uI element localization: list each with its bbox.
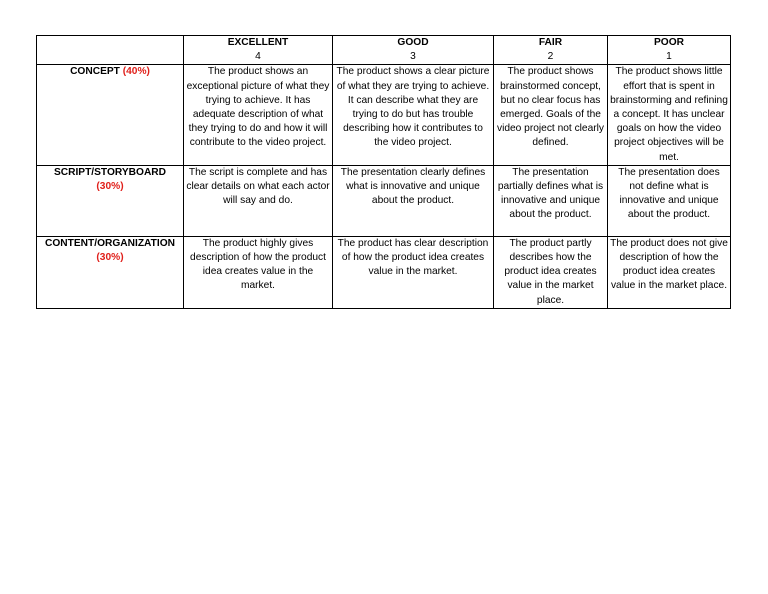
criterion-name: SCRIPT/STORYBOARD: [53, 166, 167, 178]
level-name: EXCELLENT: [227, 37, 289, 48]
description-cell: The product has clear description of how the product idea creates value in the market.: [333, 236, 494, 308]
level-score: 2: [547, 51, 554, 63]
criterion-row-content-organization: [37, 236, 731, 308]
criterion-label: [37, 65, 184, 165]
header-row: [37, 36, 731, 65]
description-cell: The product does not give description of how the product idea creates value in the market place.: [608, 236, 731, 308]
description-cell: The product shows little effort that is spent in brainstorming and refining a concept. It has unclear goals on how the video project objectives will be met.: [608, 65, 731, 165]
level-score: 3: [410, 51, 416, 63]
criterion-weight: (30%): [96, 181, 124, 193]
criterion-label: [37, 236, 184, 308]
corner-cell: [37, 36, 184, 65]
level-header-poor: [608, 36, 731, 65]
description-cell: The presentation partially defines what is innovative and unique about the product.: [494, 165, 608, 236]
description-cell: The presentation does not define what is innovative and unique about the product.: [608, 165, 731, 236]
description-cell: The product partly describes how the product idea creates value in the market place.: [494, 236, 608, 308]
rubric-table: [36, 35, 731, 309]
level-name: POOR: [653, 37, 684, 48]
level-header-excellent: [184, 36, 333, 65]
criterion-weight: (30%): [96, 252, 124, 264]
level-header-fair: [494, 36, 608, 65]
criterion-row-script-storyboard: [37, 165, 731, 236]
criterion-name: CONTENT/ORGANIZATION: [45, 237, 175, 249]
description-cell: The product shows an exceptional picture of what they trying to achieve. It has adequate description of what they trying to do and how it will contribute to the video project.: [184, 65, 333, 165]
description-cell: The presentation clearly defines what is innovative and unique about the product.: [333, 165, 494, 236]
level-name: GOOD: [397, 37, 429, 48]
criterion-weight: (40%): [122, 66, 150, 78]
level-name: FAIR: [538, 37, 563, 48]
description-cell: The script is complete and has clear details on what each actor will say and do.: [184, 165, 333, 236]
description-cell: The product shows brainstormed concept, but no clear focus has emerged. Goals of the video project not clearly defined.: [494, 65, 608, 165]
criterion-name: CONCEPT: [70, 66, 120, 78]
level-header-good: [333, 36, 494, 65]
criterion-label: [37, 165, 184, 236]
level-score: 1: [666, 51, 672, 63]
criterion-row-concept: [37, 65, 731, 165]
level-score: 4: [255, 51, 261, 63]
description-cell: The product shows a clear picture of what they are trying to achieve. It can describe what they are trying to do but has trouble describing how it contributes to the video project.: [333, 65, 494, 165]
description-cell: The product highly gives description of how the product idea creates value in the market.: [184, 236, 333, 308]
